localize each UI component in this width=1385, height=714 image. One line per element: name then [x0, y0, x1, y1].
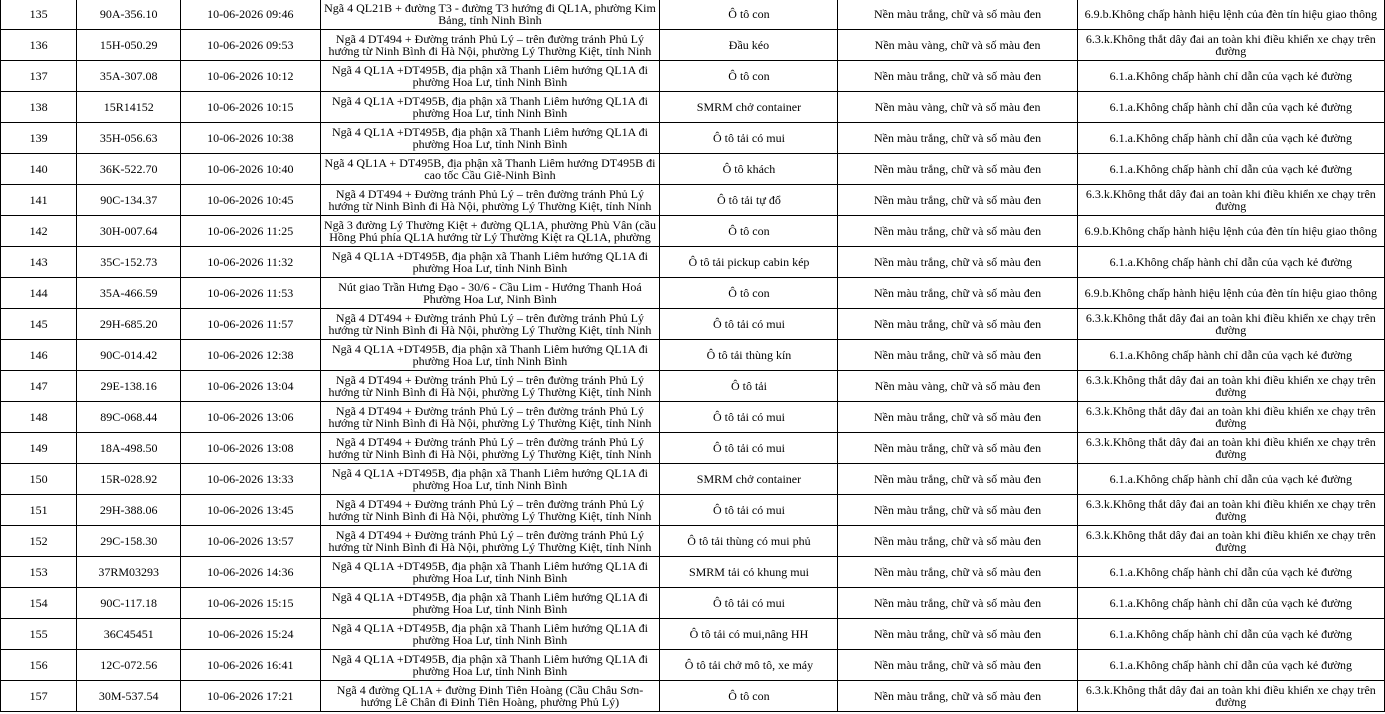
location-cell: Ngã 4 đường QL1A + đường Đinh Tiên Hoàng (Cầu Châu Sơn-hướng Lê Chân đi Đinh Tiên Hoàng, phường Phủ Lý)	[320, 681, 660, 712]
timestamp-cell: 10-06-2026 15:15	[181, 588, 320, 619]
location-cell: Ngã 4 DT494 + Đường tránh Phủ Lý – trên đường tránh Phủ Lý hướng từ Ninh Bình đi Hà Nội, phường Lý Thường Kiệt, tỉnh Ninh	[320, 495, 660, 526]
violation-cell: 6.1.a.Không chấp hành chỉ dẫn của vạch kẻ đường	[1077, 61, 1384, 92]
plate-color-cell: Nền màu trắng, chữ và số màu đen	[838, 557, 1077, 588]
plate-color-cell: Nền màu trắng, chữ và số màu đen	[838, 619, 1077, 650]
violation-cell: 6.1.a.Không chấp hành chỉ dẫn của vạch kẻ đường	[1077, 650, 1384, 681]
plate-color-cell: Nền màu trắng, chữ và số màu đen	[838, 247, 1077, 278]
plate-color-cell: Nền màu trắng, chữ và số màu đen	[838, 588, 1077, 619]
vehicle-type-cell: Ô tô tải có mui,nâng HH	[660, 619, 838, 650]
table-row	[1, 216, 1385, 247]
table-row	[1, 340, 1385, 371]
row-number-cell: 141	[1, 185, 77, 216]
table-body	[1, 0, 1385, 712]
row-number-cell: 154	[1, 588, 77, 619]
location-cell: Ngã 4 DT494 + Đường tránh Phủ Lý – trên đường tránh Phủ Lý hướng từ Ninh Bình đi Hà Nội, phường Lý Thường Kiệt, tỉnh Ninh	[320, 402, 660, 433]
row-number-cell: 151	[1, 495, 77, 526]
table-row	[1, 0, 1385, 30]
row-number-cell: 152	[1, 526, 77, 557]
row-number-cell: 149	[1, 433, 77, 464]
license-plate-cell: 29H-685.20	[77, 309, 181, 340]
plate-color-cell: Nền màu trắng, chữ và số màu đen	[838, 309, 1077, 340]
violation-cell: 6.3.k.Không thắt dây đai an toàn khi điều khiển xe chạy trên đường	[1077, 433, 1384, 464]
vehicle-type-cell: Ô tô tải có mui	[660, 309, 838, 340]
table-row	[1, 371, 1385, 402]
timestamp-cell: 10-06-2026 17:21	[181, 681, 320, 712]
location-cell: Ngã 4 QL1A +DT495B, địa phận xã Thanh Liêm hướng QL1A đi phường Hoa Lư, tỉnh Ninh Bình	[320, 619, 660, 650]
timestamp-cell: 10-06-2026 09:53	[181, 30, 320, 61]
vehicle-type-cell: Ô tô tải thùng có mui phủ	[660, 526, 838, 557]
row-number-cell: 150	[1, 464, 77, 495]
location-cell: Ngã 4 QL1A + DT495B, địa phận xã Thanh Liêm hướng DT495B đi cao tốc Cầu Giẽ-Ninh Bình	[320, 154, 660, 185]
license-plate-cell: 36K-522.70	[77, 154, 181, 185]
table-row	[1, 92, 1385, 123]
license-plate-cell: 12C-072.56	[77, 650, 181, 681]
location-cell: Ngã 3 đường Lý Thường Kiệt + đường QL1A, phường Phù Vân (cầu Hồng Phú phía QL1A hướng từ Lý Thường Kiệt ra QL1A, phường	[320, 216, 660, 247]
row-number-cell: 140	[1, 154, 77, 185]
vehicle-type-cell: Ô tô tải chở mô tô, xe máy	[660, 650, 838, 681]
violation-cell: 6.3.k.Không thắt dây đai an toàn khi điều khiển xe chạy trên đường	[1077, 402, 1384, 433]
plate-color-cell: Nền màu trắng, chữ và số màu đen	[838, 650, 1077, 681]
row-number-cell: 142	[1, 216, 77, 247]
table-row	[1, 185, 1385, 216]
plate-color-cell: Nền màu trắng, chữ và số màu đen	[838, 216, 1077, 247]
timestamp-cell: 10-06-2026 10:15	[181, 92, 320, 123]
table-row	[1, 681, 1385, 712]
vehicle-type-cell: Ô tô con	[660, 61, 838, 92]
location-cell: Ngã 4 QL1A +DT495B, địa phận xã Thanh Liêm hướng QL1A đi phường Hoa Lư, tỉnh Ninh Bình	[320, 247, 660, 278]
vehicle-type-cell: Ô tô tải có mui	[660, 402, 838, 433]
violation-cell: 6.3.k.Không thắt dây đai an toàn khi điều khiển xe chạy trên đường	[1077, 681, 1384, 712]
location-cell: Ngã 4 QL1A +DT495B, địa phận xã Thanh Liêm hướng QL1A đi phường Hoa Lư, tỉnh Ninh Bình	[320, 650, 660, 681]
timestamp-cell: 10-06-2026 13:45	[181, 495, 320, 526]
plate-color-cell: Nền màu trắng, chữ và số màu đen	[838, 123, 1077, 154]
timestamp-cell: 10-06-2026 09:46	[181, 0, 320, 30]
license-plate-cell: 35C-152.73	[77, 247, 181, 278]
violation-cell: 6.3.k.Không thắt dây đai an toàn khi điều khiển xe chạy trên đường	[1077, 185, 1384, 216]
timestamp-cell: 10-06-2026 13:04	[181, 371, 320, 402]
row-number-cell: 147	[1, 371, 77, 402]
table-row	[1, 619, 1385, 650]
vehicle-type-cell: SMRM chở container	[660, 464, 838, 495]
row-number-cell: 144	[1, 278, 77, 309]
timestamp-cell: 10-06-2026 13:33	[181, 464, 320, 495]
table-row	[1, 495, 1385, 526]
license-plate-cell: 15H-050.29	[77, 30, 181, 61]
license-plate-cell: 18A-498.50	[77, 433, 181, 464]
location-cell: Ngã 4 DT494 + Đường tránh Phủ Lý – trên đường tránh Phủ Lý hướng từ Ninh Bình đi Hà Nội, phường Lý Thường Kiệt, tỉnh Ninh	[320, 433, 660, 464]
location-cell: Ngã 4 QL1A +DT495B, địa phận xã Thanh Liêm hướng QL1A đi phường Hoa Lư, tỉnh Ninh Bình	[320, 557, 660, 588]
timestamp-cell: 10-06-2026 10:38	[181, 123, 320, 154]
violation-cell: 6.3.k.Không thắt dây đai an toàn khi điều khiển xe chạy trên đường	[1077, 30, 1384, 61]
row-number-cell: 138	[1, 92, 77, 123]
license-plate-cell: 90C-014.42	[77, 340, 181, 371]
vehicle-type-cell: Ô tô tải có mui	[660, 123, 838, 154]
license-plate-cell: 29C-158.30	[77, 526, 181, 557]
license-plate-cell: 15R14152	[77, 92, 181, 123]
violation-cell: 6.1.a.Không chấp hành chỉ dẫn của vạch kẻ đường	[1077, 123, 1384, 154]
location-cell: Ngã 4 DT494 + Đường tránh Phủ Lý – trên đường tránh Phủ Lý hướng từ Ninh Bình đi Hà Nội, phường Lý Thường Kiệt, tỉnh Ninh	[320, 371, 660, 402]
timestamp-cell: 10-06-2026 13:57	[181, 526, 320, 557]
plate-color-cell: Nền màu trắng, chữ và số màu đen	[838, 495, 1077, 526]
timestamp-cell: 10-06-2026 10:40	[181, 154, 320, 185]
table-row	[1, 123, 1385, 154]
timestamp-cell: 10-06-2026 11:32	[181, 247, 320, 278]
table-row	[1, 557, 1385, 588]
license-plate-cell: 29E-138.16	[77, 371, 181, 402]
license-plate-cell: 35H-056.63	[77, 123, 181, 154]
plate-color-cell: Nền màu vàng, chữ và số màu đen	[838, 92, 1077, 123]
table-row	[1, 402, 1385, 433]
table-row	[1, 247, 1385, 278]
violation-cell: 6.1.a.Không chấp hành chỉ dẫn của vạch kẻ đường	[1077, 247, 1384, 278]
location-cell: Ngã 4 QL1A +DT495B, địa phận xã Thanh Liêm hướng QL1A đi phường Hoa Lư, tỉnh Ninh Bình	[320, 588, 660, 619]
vehicle-type-cell: Ô tô tải thùng kín	[660, 340, 838, 371]
vehicle-type-cell: Ô tô con	[660, 0, 838, 30]
license-plate-cell: 90A-356.10	[77, 0, 181, 30]
location-cell: Ngã 4 DT494 + Đường tránh Phủ Lý – trên đường tránh Phủ Lý hướng từ Ninh Bình đi Hà Nội, phường Lý Thường Kiệt, tỉnh Ninh	[320, 185, 660, 216]
row-number-cell: 137	[1, 61, 77, 92]
timestamp-cell: 10-06-2026 11:57	[181, 309, 320, 340]
table-row	[1, 650, 1385, 681]
plate-color-cell: Nền màu trắng, chữ và số màu đen	[838, 61, 1077, 92]
violation-cell: 6.1.a.Không chấp hành chỉ dẫn của vạch kẻ đường	[1077, 619, 1384, 650]
license-plate-cell: 90C-134.37	[77, 185, 181, 216]
license-plate-cell: 29H-388.06	[77, 495, 181, 526]
table-row	[1, 309, 1385, 340]
location-cell: Ngã 4 DT494 + Đường tránh Phủ Lý – trên đường tránh Phủ Lý hướng từ Ninh Bình đi Hà Nội, phường Lý Thường Kiệt, tỉnh Ninh	[320, 309, 660, 340]
location-cell: Ngã 4 QL1A +DT495B, địa phận xã Thanh Liêm hướng QL1A đi phường Hoa Lư, tỉnh Ninh Bình	[320, 340, 660, 371]
timestamp-cell: 10-06-2026 11:25	[181, 216, 320, 247]
license-plate-cell: 35A-307.08	[77, 61, 181, 92]
license-plate-cell: 90C-117.18	[77, 588, 181, 619]
violation-cell: 6.3.k.Không thắt dây đai an toàn khi điều khiển xe chạy trên đường	[1077, 495, 1384, 526]
vehicle-type-cell: Ô tô tải pickup cabin kép	[660, 247, 838, 278]
table-row	[1, 61, 1385, 92]
location-cell: Ngã 4 QL1A +DT495B, địa phận xã Thanh Liêm hướng QL1A đi phường Hoa Lư, tỉnh Ninh Bình	[320, 464, 660, 495]
timestamp-cell: 10-06-2026 11:53	[181, 278, 320, 309]
license-plate-cell: 36C45451	[77, 619, 181, 650]
license-plate-cell: 30H-007.64	[77, 216, 181, 247]
plate-color-cell: Nền màu trắng, chữ và số màu đen	[838, 340, 1077, 371]
location-cell: Ngã 4 QL1A +DT495B, địa phận xã Thanh Liêm hướng QL1A đi phường Hoa Lư, tỉnh Ninh Bình	[320, 61, 660, 92]
plate-color-cell: Nền màu trắng, chữ và số màu đen	[838, 526, 1077, 557]
row-number-cell: 143	[1, 247, 77, 278]
plate-color-cell: Nền màu trắng, chữ và số màu đen	[838, 0, 1077, 30]
vehicle-type-cell: Ô tô tải có mui	[660, 495, 838, 526]
location-cell: Ngã 4 DT494 + Đường tránh Phủ Lý – trên đường tránh Phủ Lý hướng từ Ninh Bình đi Hà Nội, phường Lý Thường Kiệt, tỉnh Ninh	[320, 526, 660, 557]
vehicle-type-cell: Ô tô tải tự đổ	[660, 185, 838, 216]
timestamp-cell: 10-06-2026 13:08	[181, 433, 320, 464]
violation-cell: 6.1.a.Không chấp hành chỉ dẫn của vạch kẻ đường	[1077, 92, 1384, 123]
vehicle-type-cell: Ô tô con	[660, 681, 838, 712]
violation-cell: 6.9.b.Không chấp hành hiệu lệnh của đèn tín hiệu giao thông	[1077, 0, 1384, 30]
table-row	[1, 278, 1385, 309]
table-row	[1, 30, 1385, 61]
location-cell: Ngã 4 QL1A +DT495B, địa phận xã Thanh Liêm hướng QL1A đi phường Hoa Lư, tỉnh Ninh Bình	[320, 92, 660, 123]
timestamp-cell: 10-06-2026 14:36	[181, 557, 320, 588]
timestamp-cell: 10-06-2026 10:45	[181, 185, 320, 216]
plate-color-cell: Nền màu trắng, chữ và số màu đen	[838, 185, 1077, 216]
license-plate-cell: 15R-028.92	[77, 464, 181, 495]
row-number-cell: 136	[1, 30, 77, 61]
table-row	[1, 464, 1385, 495]
vehicle-type-cell: SMRM chở container	[660, 92, 838, 123]
violation-cell: 6.1.a.Không chấp hành chỉ dẫn của vạch kẻ đường	[1077, 464, 1384, 495]
table-row	[1, 526, 1385, 557]
license-plate-cell: 35A-466.59	[77, 278, 181, 309]
plate-color-cell: Nền màu trắng, chữ và số màu đen	[838, 278, 1077, 309]
plate-color-cell: Nền màu trắng, chữ và số màu đen	[838, 464, 1077, 495]
location-cell: Ngã 4 QL21B + đường T3 - đường T3 hướng đi QL1A, phường Kim Bảng, tỉnh Ninh Bình	[320, 0, 660, 30]
plate-color-cell: Nền màu trắng, chữ và số màu đen	[838, 681, 1077, 712]
row-number-cell: 155	[1, 619, 77, 650]
row-number-cell: 148	[1, 402, 77, 433]
vehicle-type-cell: Ô tô tải	[660, 371, 838, 402]
table-row	[1, 588, 1385, 619]
violation-cell: 6.1.a.Không chấp hành chỉ dẫn của vạch kẻ đường	[1077, 557, 1384, 588]
violation-cell: 6.9.b.Không chấp hành hiệu lệnh của đèn tín hiệu giao thông	[1077, 216, 1384, 247]
timestamp-cell: 10-06-2026 10:12	[181, 61, 320, 92]
row-number-cell: 146	[1, 340, 77, 371]
license-plate-cell: 37RM03293	[77, 557, 181, 588]
violation-cell: 6.9.b.Không chấp hành hiệu lệnh của đèn tín hiệu giao thông	[1077, 278, 1384, 309]
row-number-cell: 135	[1, 0, 77, 30]
row-number-cell: 153	[1, 557, 77, 588]
vehicle-type-cell: Ô tô con	[660, 216, 838, 247]
plate-color-cell: Nền màu vàng, chữ và số màu đen	[838, 30, 1077, 61]
vehicle-type-cell: Đầu kéo	[660, 30, 838, 61]
vehicle-type-cell: Ô tô tải có mui	[660, 433, 838, 464]
vehicle-type-cell: Ô tô tải có mui	[660, 588, 838, 619]
plate-color-cell: Nền màu trắng, chữ và số màu đen	[838, 154, 1077, 185]
table-row	[1, 154, 1385, 185]
row-number-cell: 156	[1, 650, 77, 681]
license-plate-cell: 30M-537.54	[77, 681, 181, 712]
violation-cell: 6.1.a.Không chấp hành chỉ dẫn của vạch kẻ đường	[1077, 340, 1384, 371]
location-cell: Ngã 4 QL1A +DT495B, địa phận xã Thanh Liêm hướng QL1A đi phường Hoa Lư, tỉnh Ninh Bình	[320, 123, 660, 154]
plate-color-cell: Nền màu vàng, chữ và số màu đen	[838, 371, 1077, 402]
violation-cell: 6.3.k.Không thắt dây đai an toàn khi điều khiển xe chạy trên đường	[1077, 371, 1384, 402]
table-row	[1, 433, 1385, 464]
violation-cell: 6.3.k.Không thắt dây đai an toàn khi điều khiển xe chạy trên đường	[1077, 309, 1384, 340]
location-cell: Nút giao Trần Hưng Đạo - 30/6 - Cầu Lim - Hướng Thanh Hoá Phường Hoa Lư, Ninh Bình	[320, 278, 660, 309]
violation-cell: 6.3.k.Không thắt dây đai an toàn khi điều khiển xe chạy trên đường	[1077, 526, 1384, 557]
plate-color-cell: Nền màu trắng, chữ và số màu đen	[838, 433, 1077, 464]
row-number-cell: 139	[1, 123, 77, 154]
timestamp-cell: 10-06-2026 16:41	[181, 650, 320, 681]
row-number-cell: 145	[1, 309, 77, 340]
plate-color-cell: Nền màu trắng, chữ và số màu đen	[838, 402, 1077, 433]
license-plate-cell: 89C-068.44	[77, 402, 181, 433]
vehicle-type-cell: Ô tô con	[660, 278, 838, 309]
row-number-cell: 157	[1, 681, 77, 712]
location-cell: Ngã 4 DT494 + Đường tránh Phủ Lý – trên đường tránh Phủ Lý hướng từ Ninh Bình đi Hà Nội, phường Lý Thường Kiệt, tỉnh Ninh	[320, 30, 660, 61]
violation-cell: 6.1.a.Không chấp hành chỉ dẫn của vạch kẻ đường	[1077, 154, 1384, 185]
vehicle-type-cell: Ô tô khách	[660, 154, 838, 185]
timestamp-cell: 10-06-2026 13:06	[181, 402, 320, 433]
timestamp-cell: 10-06-2026 15:24	[181, 619, 320, 650]
violation-cell: 6.1.a.Không chấp hành chỉ dẫn của vạch kẻ đường	[1077, 588, 1384, 619]
timestamp-cell: 10-06-2026 12:38	[181, 340, 320, 371]
vehicle-type-cell: SMRM tải có khung mui	[660, 557, 838, 588]
